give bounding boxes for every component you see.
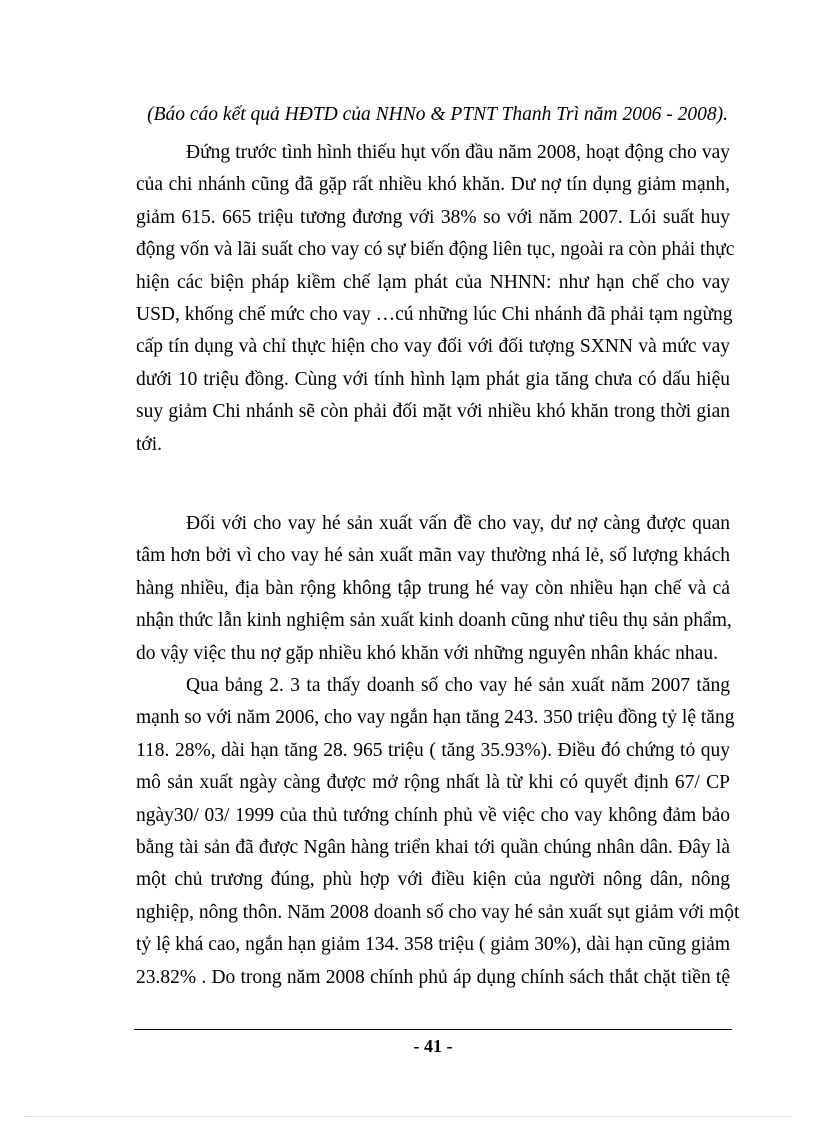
paragraph-line: cấp tín dụng và chỉ thực hiện cho vay đối với đối tượng SXNN và mức vay — [136, 336, 730, 358]
paragraph-line: của chi nhánh cũng đã gặp rất nhiều khó khăn. Dư nợ tín dụng giảm mạnh, — [136, 174, 730, 196]
paragraph-line: tới. — [136, 433, 163, 455]
paragraph-line: mạnh so với năm 2006, cho vay ngắn hạn tăng 243. 350 triệu đồng tỷ lệ tăng — [136, 707, 735, 729]
paragraph-household-lending — [136, 508, 730, 670]
paragraph-line: Đối với cho vay hé sản xuất vấn đề cho vay, dư nợ càng được quan — [186, 513, 730, 534]
paragraph-line: ngày30/ 03/ 1999 của thủ tướng chính phủ về việc cho vay không đảm bảo — [136, 804, 730, 826]
paragraph-line: bằng tài sản đã được Ngân hàng triển khai tới quần chúng nhân dân. Đây là — [136, 837, 730, 859]
paragraph-line: 23.82% . Do trong năm 2008 chính phủ áp dụng chính sách thắt chặt tiền tệ — [136, 966, 730, 988]
paragraph-line: hàng nhiều, địa bàn rộng không tập trung hé vay còn nhiều hạn chế và cả — [136, 577, 730, 599]
paragraph-line: tỷ lệ khá cao, ngắn hạn giảm 134. 358 triệu ( giảm 30%), dài hạn cũng giảm — [136, 934, 730, 956]
paragraph-line: một chủ trương đúng, phù hợp với điều kiện của người nông dân, nông — [136, 869, 730, 891]
paragraph-line: động vốn và lãi suất cho vay có sự biến động liên tục, ngoài ra còn phải thực — [136, 239, 735, 261]
paragraph-line: hiện các biện pháp kiềm chế lạm phát của NHNN: như hạn chế cho vay — [136, 271, 730, 293]
paragraph-line: Qua bảng 2. 3 ta thấy doanh số cho vay hé sản xuất năm 2007 tăng — [186, 675, 730, 696]
paragraph-line: nhận thức lẫn kinh nghiệm sản xuất kinh doanh cũng như tiêu thụ sản phẩm, — [136, 610, 732, 632]
paragraph-line: suy giảm Chi nhánh sẽ còn phải đối mặt với nhiều khó khăn trong thời gian — [136, 401, 730, 423]
paragraph-line: giảm 615. 665 triệu tương đương với 38% so với năm 2007. Lói suất huy — [136, 206, 730, 228]
paragraph-line: Đứng trước tình hình thiếu hụt vốn đầu năm 2008, hoạt động cho vay — [186, 142, 730, 163]
paragraph-line: do vậy việc thu nợ gặp nhiều khó khăn với những nguyên nhân khác nhau. — [136, 642, 718, 664]
paragraph-line: nghiệp, nông thôn. Năm 2008 doanh số cho vay hé sản xuất sụt giảm với một — [136, 901, 740, 923]
paragraph-line: tâm hơn bởi vì cho vay hé sản xuất mãn vay thường nhá lẻ, số lượng khách — [136, 545, 730, 567]
page-bottom-dotted-border — [24, 1116, 792, 1117]
page-number: - 41 - — [413, 1036, 453, 1056]
footer-divider — [134, 1029, 732, 1030]
paragraph-line: dưới 10 triệu đồng. Cùng với tính hình lạm phát gia tăng chưa có dấu hiệu — [136, 368, 730, 390]
paragraph-line: USD, khống chế mức cho vay …cú những lúc Chi nhánh đã phải tạm ngừng — [136, 304, 733, 326]
paragraph-table-analysis — [136, 670, 740, 994]
paragraph-line: mô sản xuất ngày càng được mở rộng nhất là từ khi có quyết định 67/ CP — [136, 772, 730, 794]
paragraph-credit-difficulties — [136, 137, 735, 461]
source-caption: (Báo cáo kết quả HĐTD của NHNo & PTNT Thanh Trì năm 2006 - 2008). — [147, 104, 728, 125]
paragraph-line: 118. 28%, dài hạn tăng 28. 965 triệu ( tăng 35.93%). Điều đó chứng tỏ quy — [136, 739, 730, 761]
